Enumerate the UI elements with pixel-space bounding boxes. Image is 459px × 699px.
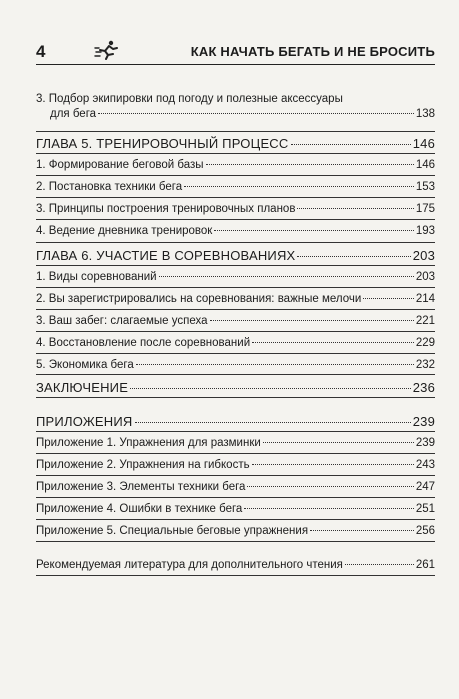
toc-entry[interactable]: [36, 524, 435, 539]
toc-entry-title: Рекомендуемая литература для дополнительного чтения: [36, 559, 343, 571]
chapter-title: ПРИЛОЖЕНИЯ: [36, 414, 133, 429]
toc-entry-title: 2. Постановка техники бега: [36, 181, 183, 193]
toc-page-number: 138: [415, 108, 435, 120]
toc-page-number: 229: [415, 337, 435, 349]
divider: [36, 131, 435, 132]
toc-entry[interactable]: [36, 270, 435, 285]
toc-page-number: 193: [415, 225, 435, 237]
chapter-title: ГЛАВА 6. УЧАСТИЕ В СОРЕВНОВАНИЯХ: [36, 248, 296, 263]
toc-entry-title: 4. Ведение дневника тренировок: [36, 225, 213, 237]
divider: [36, 431, 435, 432]
chapter-title: ЗАКЛЮЧЕНИЕ: [36, 380, 129, 395]
divider: [36, 453, 435, 454]
leader-dots: [263, 442, 414, 443]
divider: [36, 242, 435, 243]
toc-chapter-6[interactable]: [36, 248, 435, 263]
page-header: [36, 40, 435, 65]
toc-entry-title: 3. Ваш забег: слагаемые успеха: [36, 315, 208, 327]
toc-entry-title: Приложение 4. Ошибки в технике бега: [36, 503, 243, 515]
divider: [36, 475, 435, 476]
toc-page-number: 221: [415, 315, 435, 327]
divider: [36, 541, 435, 542]
toc-entry[interactable]: [36, 314, 435, 329]
leader-dots: [247, 486, 413, 487]
toc-entry-title: Приложение 5. Специальные беговые упражнения: [36, 525, 309, 537]
toc-literature[interactable]: [36, 558, 435, 573]
page-number: 4: [36, 42, 46, 61]
divider: [36, 575, 435, 576]
leader-dots: [252, 464, 414, 465]
toc-entry[interactable]: [36, 158, 435, 173]
toc-entry[interactable]: [36, 336, 435, 351]
toc-entry-title: Приложение 1. Упражнения для разминки: [36, 437, 261, 449]
toc-page-number: 261: [415, 559, 435, 571]
divider: [36, 219, 435, 220]
toc-page-number: 239: [412, 414, 435, 429]
toc-entry[interactable]: [36, 458, 435, 473]
toc-entry-title: 5. Экономика бега: [36, 359, 134, 371]
leader-dots: [98, 113, 414, 114]
toc-page-number: 146: [412, 136, 435, 151]
leader-dots: [252, 342, 414, 343]
toc-page-number: 232: [415, 359, 435, 371]
toc-entry-title: 1. Формирование беговой базы: [36, 159, 204, 171]
toc-entry[interactable]: [36, 180, 435, 195]
leader-dots: [363, 298, 414, 299]
toc-entry-title: 3. Принципы построения тренировочных планов: [36, 203, 296, 215]
toc-entry[interactable]: [36, 358, 435, 373]
toc-entry-title-line1: 3. Подбор экипировки под погоду и полезные аксессуары: [36, 93, 343, 105]
divider: [36, 265, 435, 266]
toc-entry[interactable]: [36, 480, 435, 495]
leader-dots: [184, 186, 414, 187]
divider: [36, 397, 435, 398]
divider: [36, 287, 435, 288]
toc-entry[interactable]: [36, 436, 435, 451]
leader-dots: [206, 164, 414, 165]
divider: [36, 175, 435, 176]
divider: [36, 374, 435, 375]
toc-appendices[interactable]: [36, 414, 435, 429]
toc-entry[interactable]: [36, 224, 435, 239]
leader-dots: [291, 144, 411, 145]
leader-dots: [244, 508, 413, 509]
toc-page-number: 251: [415, 503, 435, 515]
toc-entry-title-line2: для бега: [50, 108, 97, 120]
divider: [36, 519, 435, 520]
leader-dots: [159, 276, 414, 277]
toc-page-number: 175: [415, 203, 435, 215]
toc-page-number: 153: [415, 181, 435, 193]
toc-entry[interactable]: [36, 292, 435, 307]
leader-dots: [297, 256, 410, 257]
toc-page-number: 203: [415, 271, 435, 283]
toc-page-number: 239: [415, 437, 435, 449]
running-man-icon: [94, 40, 120, 60]
toc-page-number: 247: [415, 481, 435, 493]
toc-page-number: 146: [415, 159, 435, 171]
divider: [36, 497, 435, 498]
toc-entry-equipment[interactable]: [36, 92, 435, 122]
toc-entry[interactable]: [36, 502, 435, 517]
toc-entry-title: 1. Виды соревнований: [36, 271, 157, 283]
leader-dots: [135, 422, 411, 423]
divider: [36, 153, 435, 154]
leader-dots: [130, 388, 411, 389]
leader-dots: [297, 208, 413, 209]
toc-page-number: 243: [415, 459, 435, 471]
leader-dots: [310, 530, 414, 531]
leader-dots: [136, 364, 414, 365]
toc-entry-title: Приложение 2. Упражнения на гибкость: [36, 459, 250, 471]
toc-entry-title: 2. Вы зарегистрировались на соревнования: важные мелочи: [36, 293, 362, 305]
leader-dots: [210, 320, 414, 321]
toc-chapter-5[interactable]: [36, 136, 435, 151]
toc-page-number: 214: [415, 293, 435, 305]
toc-page-number: 256: [415, 525, 435, 537]
toc-page-number: 236: [412, 380, 435, 395]
leader-dots: [345, 564, 414, 565]
toc-conclusion[interactable]: [36, 380, 435, 395]
chapter-title: ГЛАВА 5. ТРЕНИРОВОЧНЫЙ ПРОЦЕСС: [36, 136, 289, 151]
divider: [36, 309, 435, 310]
divider: [36, 353, 435, 354]
divider: [36, 331, 435, 332]
toc-entry-title: 4. Восстановление после соревнований: [36, 337, 251, 349]
leader-dots: [214, 230, 413, 231]
divider: [36, 197, 435, 198]
running-title: КАК НАЧАТЬ БЕГАТЬ И НЕ БРОСИТЬ: [190, 44, 435, 59]
toc-page-number: 203: [412, 248, 435, 263]
toc-entry-title: Приложение 3. Элементы техники бега: [36, 481, 246, 493]
toc-entry[interactable]: [36, 202, 435, 217]
